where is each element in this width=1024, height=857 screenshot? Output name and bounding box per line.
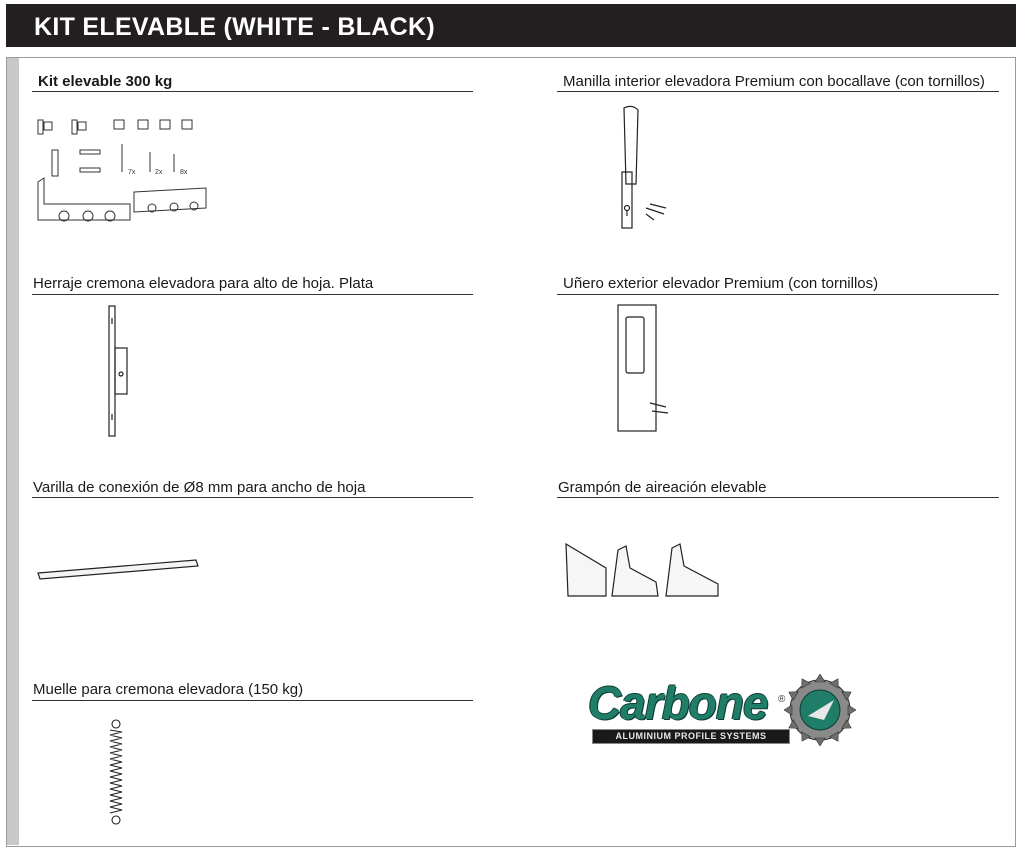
item-label-herraje: Herraje cremona elevadora para alto de hoja. Plata bbox=[33, 275, 374, 292]
divider bbox=[32, 497, 473, 498]
spring-illustration bbox=[102, 718, 132, 828]
page-header bbox=[6, 4, 1016, 47]
handle-illustration bbox=[612, 104, 672, 232]
side-accent-bar bbox=[7, 58, 19, 845]
logo-tagline: ALUMINIUM PROFILE SYSTEMS bbox=[592, 729, 790, 744]
divider bbox=[557, 294, 999, 295]
qty-label: 8x bbox=[180, 169, 188, 176]
item-label-manilla: Manilla interior elevadora Premium con bocallave (con tornillos) bbox=[563, 73, 985, 90]
carbone-logo bbox=[588, 672, 860, 750]
item-label-muelle: Muelle para cremona elevadora (150 kg) bbox=[33, 681, 304, 698]
divider bbox=[32, 294, 473, 295]
vent-clamp-illustration bbox=[562, 542, 722, 602]
divider bbox=[32, 700, 473, 701]
divider bbox=[32, 91, 473, 92]
item-label-unero: Uñero exterior elevador Premium (con tornillos) bbox=[563, 275, 879, 292]
item-label-varilla: Varilla de conexión de Ø8 mm para ancho de hoja bbox=[33, 479, 366, 496]
divider bbox=[557, 91, 999, 92]
pull-illustration bbox=[616, 303, 676, 435]
divider bbox=[557, 497, 999, 498]
rod-illustration bbox=[36, 556, 202, 582]
qty-label: 2x bbox=[155, 169, 163, 176]
item-label-kit: Kit elevable 300 kg bbox=[38, 73, 173, 90]
espagnolette-illustration bbox=[103, 304, 143, 438]
saw-blade-icon bbox=[784, 674, 856, 751]
kit-parts-illustration bbox=[34, 112, 214, 232]
qty-label: 7x bbox=[128, 169, 136, 176]
logo-wordmark: Carbone bbox=[588, 677, 768, 729]
registered-mark: ® bbox=[778, 694, 786, 705]
page-title: KIT ELEVABLE (WHITE - BLACK) bbox=[34, 13, 435, 41]
item-label-grampon: Grampón de aireación elevable bbox=[558, 479, 767, 496]
